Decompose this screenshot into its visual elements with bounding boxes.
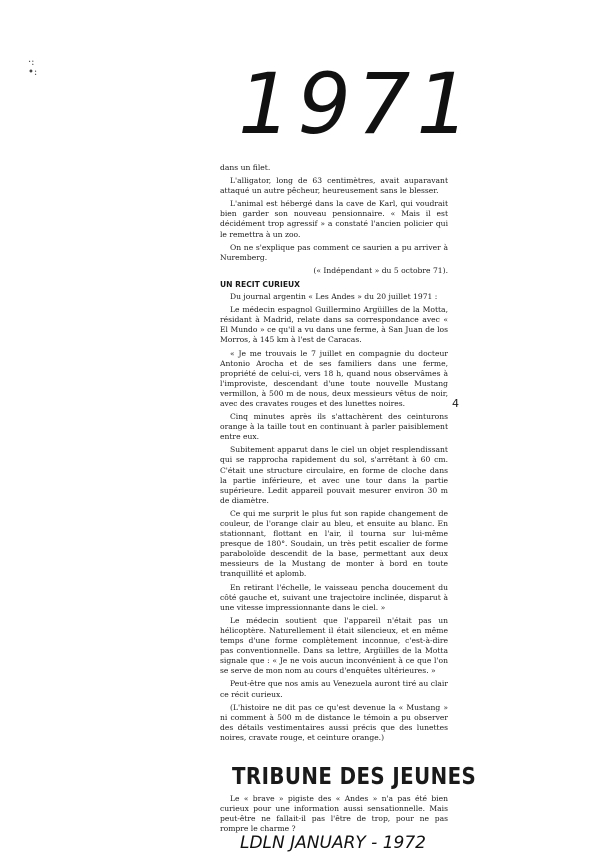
article-source: (« Indépendant » du 5 octobre 71). <box>313 265 448 275</box>
article-paragraph: Peut-être que nos amis au Venezuela auront tiré au clair ce récit curieux. <box>220 679 448 699</box>
tribune-text-block <box>220 794 448 834</box>
article-paragraph: L'alligator, long de 63 centimètres, avait auparavant attaqué un autre pêcheur, heureusement sans le blesser. <box>220 176 448 196</box>
article-paragraph: Le médecin soutient que l'appareil n'était pas un hélicoptère. Naturellement il était silencieux, et en même temps d'une forme complètement inconnue, c'est-à-dire pas conventionnelle. Dans sa lettre, Argüilles de la Motta signale que : « Je ne vois aucun inconvénient à ce que l'on se serve de mon nom au cours d'enquêtes ultérieures. » <box>220 615 448 676</box>
article-paragraph: (L'histoire ne dit pas ce qu'est devenue la « Mustang » ni comment à 500 m de distance le témoin a pu observer des détails vestimentaires aussi précis que des lunettes noires, cravate rouge, et ceinture orange.) <box>220 702 448 742</box>
article-paragraph: Du journal argentin « Les Andes » du 20 juillet 1971 : <box>230 292 438 302</box>
handwritten-reference: LDLN JANUARY - 1972 <box>240 833 426 853</box>
article-paragraph: L'animal est hébergé dans la cave de Karl, qui voudrait bien garder son nouveau pensionnaire. « Mais il est décidément trop agressif » a constaté l'ancien policier qui le remettra à un zoo. <box>220 199 448 239</box>
margin-annotation: 4 <box>452 397 459 410</box>
article-paragraph: Ce qui me surprit le plus fut son rapide changement de couleur, de l'orange clair au bleu, et ensuite au blanc. En stationnant, flottant en l'air, il tourna sur lui-même presque de 180°. Soudain, un très petit escalier de forme paraboloïde descendit de la base, permettant aux deux messieurs de la Mustang de monter à bord en toute tranquillité et aplomb. <box>220 508 448 579</box>
section-title: UN RECIT CURIEUX <box>220 279 301 289</box>
article-paragraph: On ne s'explique pas comment ce saurien a pu arriver à Nuremberg. <box>220 242 448 262</box>
article-paragraph: Cinq minutes après ils s'attachèrent des ceinturons orange à la taille tout en continuant à parler paisiblement entre eux. <box>220 412 448 442</box>
article-paragraph: En retirant l'échelle, le vaisseau pencha doucement du côté gauche et, suivant une trajectoire inclinée, disparut à une vitesse impressionnante dans le ciel. » <box>220 582 448 612</box>
handwritten-year: 1971 <box>238 55 476 153</box>
margin-specks: ·: •: <box>28 57 38 78</box>
article-paragraph: Le médecin espagnol Guillermino Argüilles de la Motta, résidant à Madrid, relate dans sa correspondance avec « El Mundo » ce qu'il a vu dans une ferme, à San Juan de los Morros, à 145 km à l'est de Caracas. <box>220 305 448 345</box>
article-paragraph: Subitement apparut dans le ciel un objet resplendissant qui se rapprocha rapidement du sol, s'arrêtant à 60 cm. C'était une structure circulaire, en forme de cloche dans la partie inférieure, et avec une tour dans la partie supérieure. Ledit appareil pouvait mesurer environ 30 m de diamètre. <box>220 445 448 505</box>
article-paragraph: « Je me trouvais le 7 juillet en compagnie du docteur Antonio Arocha et de ses familiers dans une ferme, propriété de celui-ci, vers 18 h, quand nous observâmes à l'improviste, descendant d'une toute nouvelle Mustang vermillon, à 500 m de nous, deux messieurs vêtus de noir, avec des cravates rouges et des lunettes noires. <box>220 348 448 408</box>
tribune-paragraph: Le « brave » pigiste des « Andes » n'a pas été bien curieux pour une information aussi sensationnelle. Mais peut-être ne fallait-il pas l'être de trop, pour ne pas rompre le charme ? <box>220 794 448 834</box>
article-column <box>220 163 448 746</box>
tribune-headline: TRIBUNE DES JEUNES <box>232 764 477 790</box>
article-paragraph: dans un filet. <box>220 163 271 172</box>
